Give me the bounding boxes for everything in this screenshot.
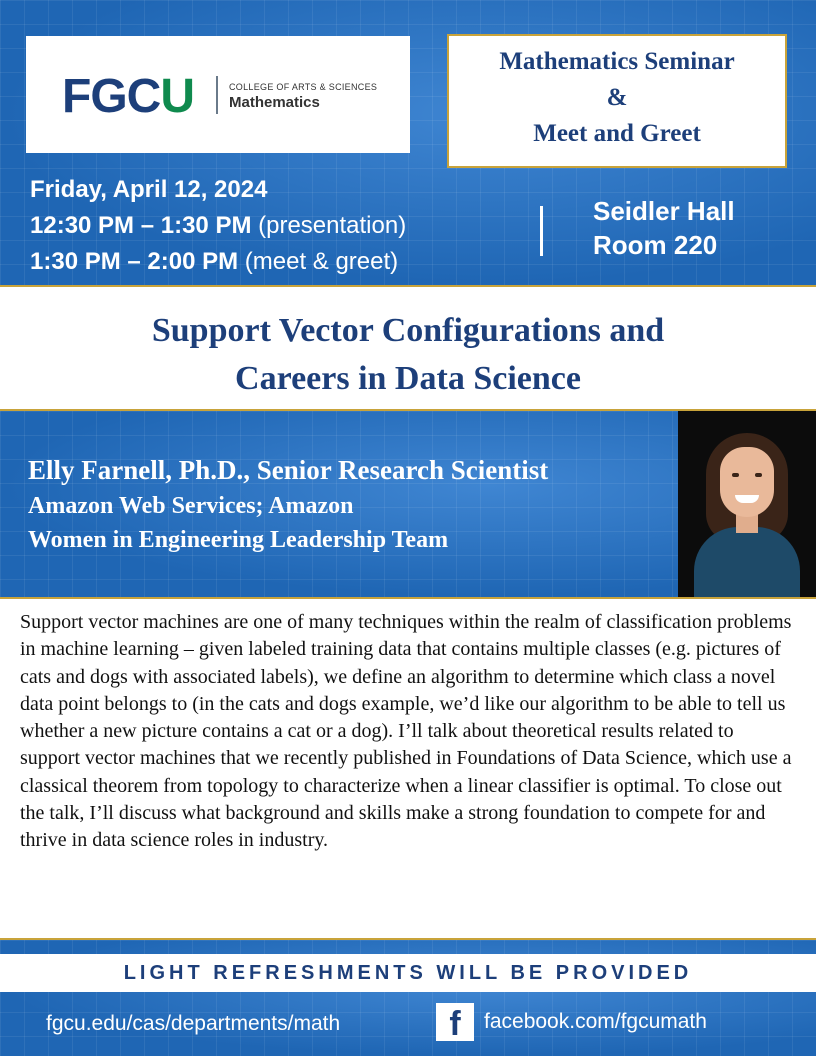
presentation-label: (presentation) <box>258 212 407 239</box>
event-type-line2: & <box>606 84 628 111</box>
event-type-box <box>447 34 787 168</box>
meet-greet-time: 1:30 PM – 2:00 PM <box>30 248 239 275</box>
fgcu-logo <box>26 36 410 153</box>
event-schedule <box>30 172 406 280</box>
speaker-name: Elly Farnell, Ph.D., Senior Research Scientist <box>28 455 549 485</box>
logo-divider <box>216 76 218 114</box>
talk-title-line2: Careers in Data Science <box>235 360 581 397</box>
event-type-line1: Mathematics Seminar <box>499 48 735 75</box>
event-type-line3: Meet and Greet <box>533 120 701 147</box>
speaker-info <box>28 451 548 557</box>
speaker-photo <box>678 411 816 597</box>
speaker-section <box>0 411 816 597</box>
logo-college: COLLEGE OF ARTS & SCIENCES <box>229 82 378 92</box>
talk-title <box>0 285 816 411</box>
header-section <box>0 0 816 285</box>
logo-department: Mathematics <box>229 94 320 111</box>
speaker-affiliation-line2: Women in Engineering Leadership Team <box>28 527 449 553</box>
location-divider <box>540 206 543 256</box>
facebook-link[interactable]: facebook.com/fgcumath <box>484 1010 707 1033</box>
refreshments-notice: LIGHT REFRESHMENTS WILL BE PROVIDED <box>0 954 816 992</box>
presentation-time: 12:30 PM – 1:30 PM <box>30 212 252 239</box>
footer-section <box>0 940 816 1056</box>
talk-abstract: Support vector machines are one of many techniques within the realm of classification problems in machine learning – given labeled training data that contains multiple classes (e.g. pictures of cats and dogs with associated labels), we define an algorithm to determine which class a novel data point belongs to (in the cats and dogs example, we’d like our algorithm to be able to tell us whether a new picture contains a cat or a dog). I’ll talk about theoretical results related to support vector machines that we recently published in Foundations of Data Science, which use a classical theorem from topology to characterize when a linear classifier is optimal. To close out the talk, I’ll discuss what background and skills make a strong foundation to compete for and thrive in data science roles in industry. <box>0 597 816 940</box>
logo-wordmark: FGCU <box>62 70 194 123</box>
meet-greet-label: (meet & greet) <box>244 248 399 275</box>
location-room: Room 220 <box>593 230 718 260</box>
department-website-link[interactable]: fgcu.edu/cas/departments/math <box>46 1012 341 1035</box>
talk-title-line1: Support Vector Configurations and <box>151 312 665 349</box>
event-date: Friday, April 12, 2024 <box>30 176 268 203</box>
event-location <box>593 194 735 262</box>
facebook-icon[interactable]: f <box>436 1003 474 1041</box>
location-building: Seidler Hall <box>593 196 735 226</box>
speaker-affiliation-line1: Amazon Web Services; Amazon <box>28 493 354 519</box>
